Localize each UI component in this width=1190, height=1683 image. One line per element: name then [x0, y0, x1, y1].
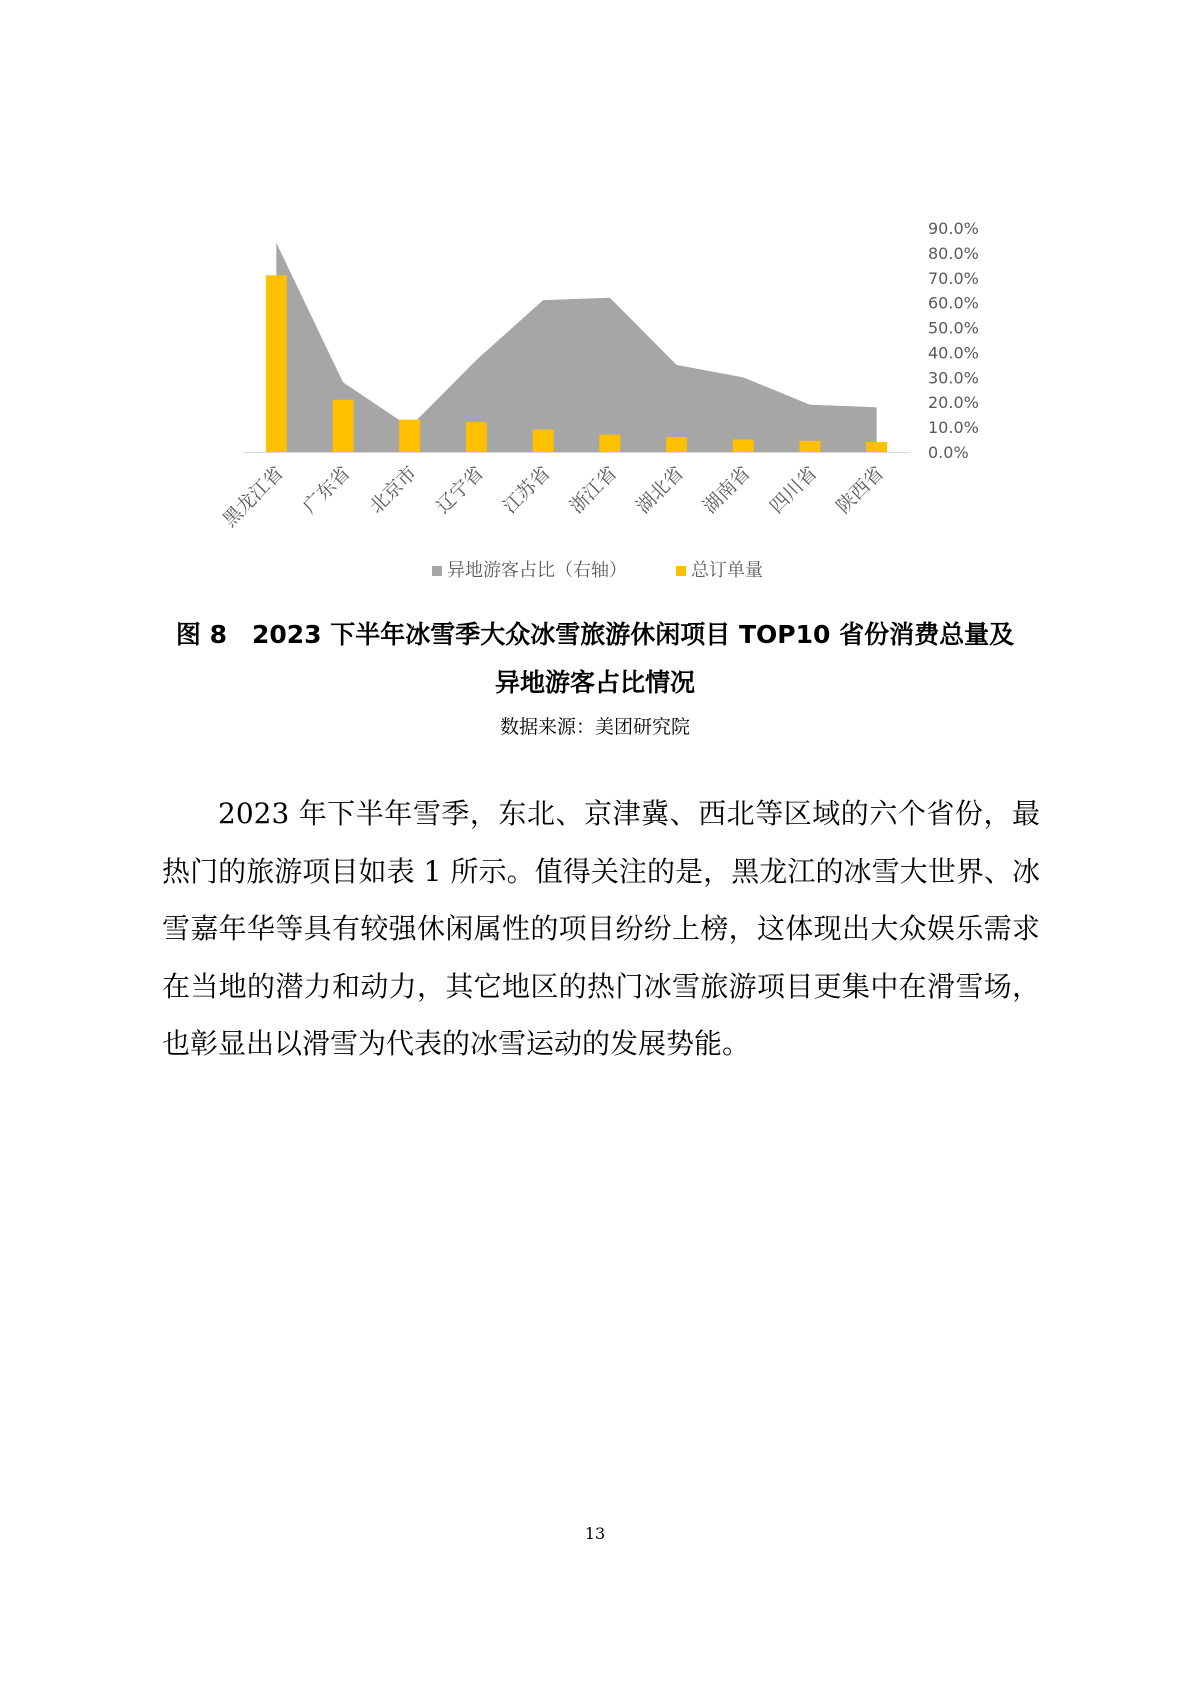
bar-total-orders-3 [399, 420, 420, 452]
right-axis-tick-label: 0.0% [928, 443, 969, 462]
right-axis-tick-label: 90.0% [928, 219, 979, 238]
x-axis-category-label: 浙江省 [565, 461, 622, 518]
right-axis-tick-label: 60.0% [928, 293, 979, 313]
x-axis-category-label: 江苏省 [498, 461, 555, 518]
legend-swatch-1 [432, 566, 442, 576]
bar-total-orders-9 [799, 441, 820, 452]
x-axis-category-label: 广东省 [298, 461, 355, 518]
bar-total-orders-10 [866, 442, 887, 452]
right-axis-tick-label: 50.0% [928, 318, 979, 338]
figure-caption-line-2: 异地游客占比情况 [494, 668, 695, 697]
right-axis-tick-label: 70.0% [928, 268, 979, 288]
bar-total-orders-2 [333, 400, 354, 452]
area-series-non-local-share [276, 243, 876, 452]
right-axis-tick-label: 10.0% [928, 418, 979, 438]
right-axis-tick-label: 80.0% [928, 243, 979, 263]
legend-label-2: 总订单量 [691, 560, 763, 581]
bar-total-orders-4 [466, 422, 487, 452]
body-text [162, 785, 1040, 1073]
bar-total-orders-6 [599, 435, 620, 452]
x-axis-category-label: 北京市 [365, 461, 422, 518]
legend-swatch-2 [676, 566, 686, 576]
bar-total-orders-5 [533, 430, 554, 452]
x-axis-category-label: 黑龙江省 [218, 461, 288, 532]
bar-total-orders-1 [266, 275, 287, 452]
right-axis-tick-label: 30.0% [928, 368, 979, 388]
figure-caption-line-1: 图 8 2023 下半年冰雪季大众冰雪旅游休闲项目 TOP10 省份消费总量及 [175, 620, 1015, 649]
figure-source: 数据来源：美团研究院 [499, 716, 690, 738]
bar-total-orders-7 [666, 437, 687, 452]
x-axis-category-label: 辽宁省 [432, 461, 488, 518]
combo-chart [0, 0, 1190, 600]
page-number: 13 [584, 1524, 606, 1543]
x-axis-category-label: 四川省 [765, 461, 822, 518]
body-paragraph: 2023 年下半年雪季，东北、京津冀、西北等区域的六个省份，最热门的旅游项目如表 1 所示。值得关注的是，黑龙江的冰雪大世界、冰雪嘉年华等具有较强休闲属性的项目纷纷上榜，这体现出大众娱乐需求在当地的潜力和动力，其它地区的热门冰雪旅游项目更集中在滑雪场，也彰显出以滑雪为代表的冰雪运动的发展势能。 [162, 797, 1040, 1060]
x-axis-category-label: 湖南省 [698, 461, 755, 518]
x-axis-category-label: 湖北省 [632, 461, 689, 518]
x-axis-category-label: 陕西省 [832, 461, 889, 518]
legend-label-1: 异地游客占比（右轴） [447, 560, 627, 581]
bar-total-orders-8 [733, 440, 754, 452]
right-axis-tick-label: 20.0% [928, 393, 979, 413]
right-axis-tick-label: 40.0% [928, 343, 979, 363]
